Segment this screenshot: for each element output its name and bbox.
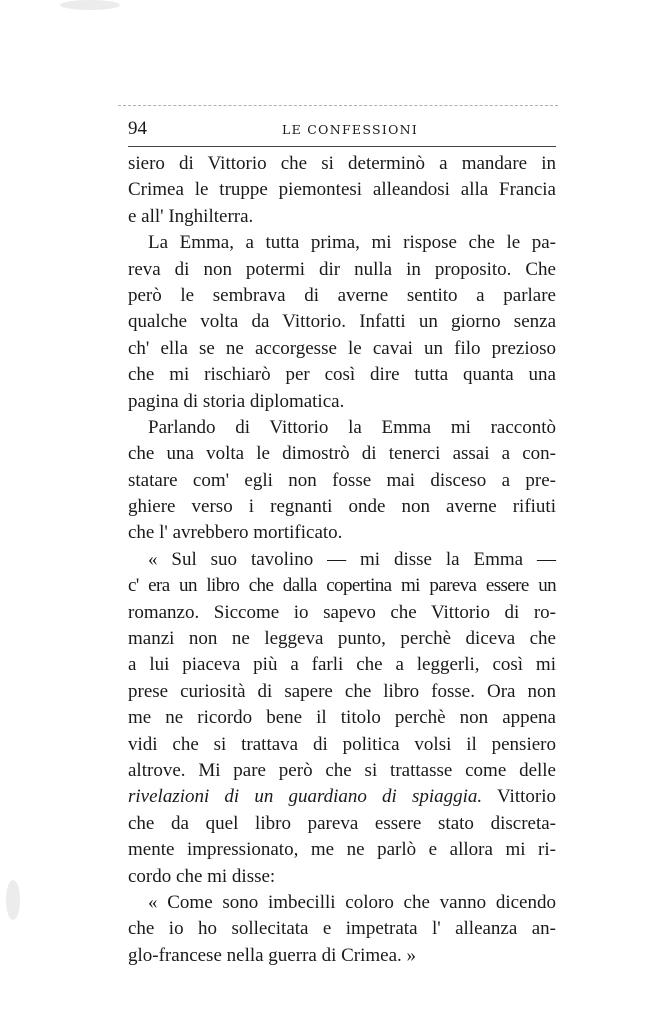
text-line: romanzo. Siccome io sapevo che Vittorio di ro- bbox=[128, 601, 556, 623]
text-line: ghiere verso i regnanti onde non averne rifiuti bbox=[128, 496, 556, 518]
paper-speckle bbox=[60, 0, 120, 10]
text-line: manzi non ne leggeva punto, perchè diceva che bbox=[128, 628, 556, 650]
text-line: prese curiosità di sapere che libro fosse. Ora non bbox=[128, 680, 556, 702]
text-line: che l' avrebbero mortificato. bbox=[128, 522, 343, 544]
text-line: reva di non potermi dir nulla in proposito. Che bbox=[128, 258, 556, 280]
text-line: La Emma, a tutta prima, mi rispose che le pa- bbox=[148, 232, 556, 254]
text-line: me ne ricordo bene il titolo perchè non appena bbox=[128, 707, 556, 729]
body-text bbox=[128, 151, 556, 969]
text-line: vidi che si trattava di politica volsi il pensiero bbox=[128, 733, 556, 755]
running-title: LE CONFESSIONI bbox=[282, 122, 419, 137]
italic-title: rivelazioni di un guardiano di spiaggia. bbox=[128, 786, 483, 808]
text-line: però le sembrava di averne sentito a parlare bbox=[128, 284, 556, 306]
text-line: che mi rischiarò per così dire tutta quanta una bbox=[128, 364, 556, 386]
text-line: c' era un libro che dalla copertina mi pareva essere un bbox=[128, 575, 556, 597]
text-line: « Come sono imbecilli coloro che vanno dicendo bbox=[148, 891, 556, 913]
text-line: a lui piaceva più a farli che a leggerli, così mi bbox=[128, 654, 556, 676]
text-line: ch' ella se ne accorgesse le cavai un filo prezioso bbox=[128, 337, 556, 359]
text-line: che io ho sollecitata e impetrata l' alleanza an- bbox=[128, 918, 556, 940]
text-line: mente impressionato, me ne parlò e allora mi ri- bbox=[128, 839, 556, 861]
text-line: statare com' egli non fosse mai disceso a pre- bbox=[128, 469, 556, 491]
text-line: « Sul suo tavolino — mi disse la Emma — bbox=[148, 548, 556, 570]
header-rule bbox=[128, 146, 556, 147]
text-fragment: Vittorio bbox=[482, 786, 557, 808]
text-line: Parlando di Vittorio la Emma mi raccontò bbox=[148, 416, 556, 438]
text-line: che da quel libro pareva essere stato discreta- bbox=[128, 812, 556, 834]
text-line: e all' Inghilterra. bbox=[128, 205, 254, 227]
page-number: 94 bbox=[128, 118, 147, 139]
text-line: altrove. Mi pare però che si trattasse come delle bbox=[128, 759, 556, 781]
text-line: che una volta le dimostrò di tenerci assai a con- bbox=[128, 443, 556, 465]
text-line: pagina di storia diplomatica. bbox=[128, 390, 345, 412]
text-line: glo-francese nella guerra di Crimea. » bbox=[128, 944, 417, 966]
text-line: siero di Vittorio che si determinò a mandare in bbox=[128, 153, 556, 174]
paper-speckle bbox=[6, 880, 20, 920]
text-line-italic bbox=[128, 784, 556, 810]
running-head bbox=[128, 118, 558, 144]
text-line: qualche volta da Vittorio. Infatti un giorno senza bbox=[128, 311, 556, 333]
text-line: Crimea le truppe piemontesi alleandosi alla Francia bbox=[128, 179, 556, 201]
text-line: cordo che mi disse: bbox=[128, 865, 276, 887]
top-page-edge-rule bbox=[118, 105, 558, 106]
